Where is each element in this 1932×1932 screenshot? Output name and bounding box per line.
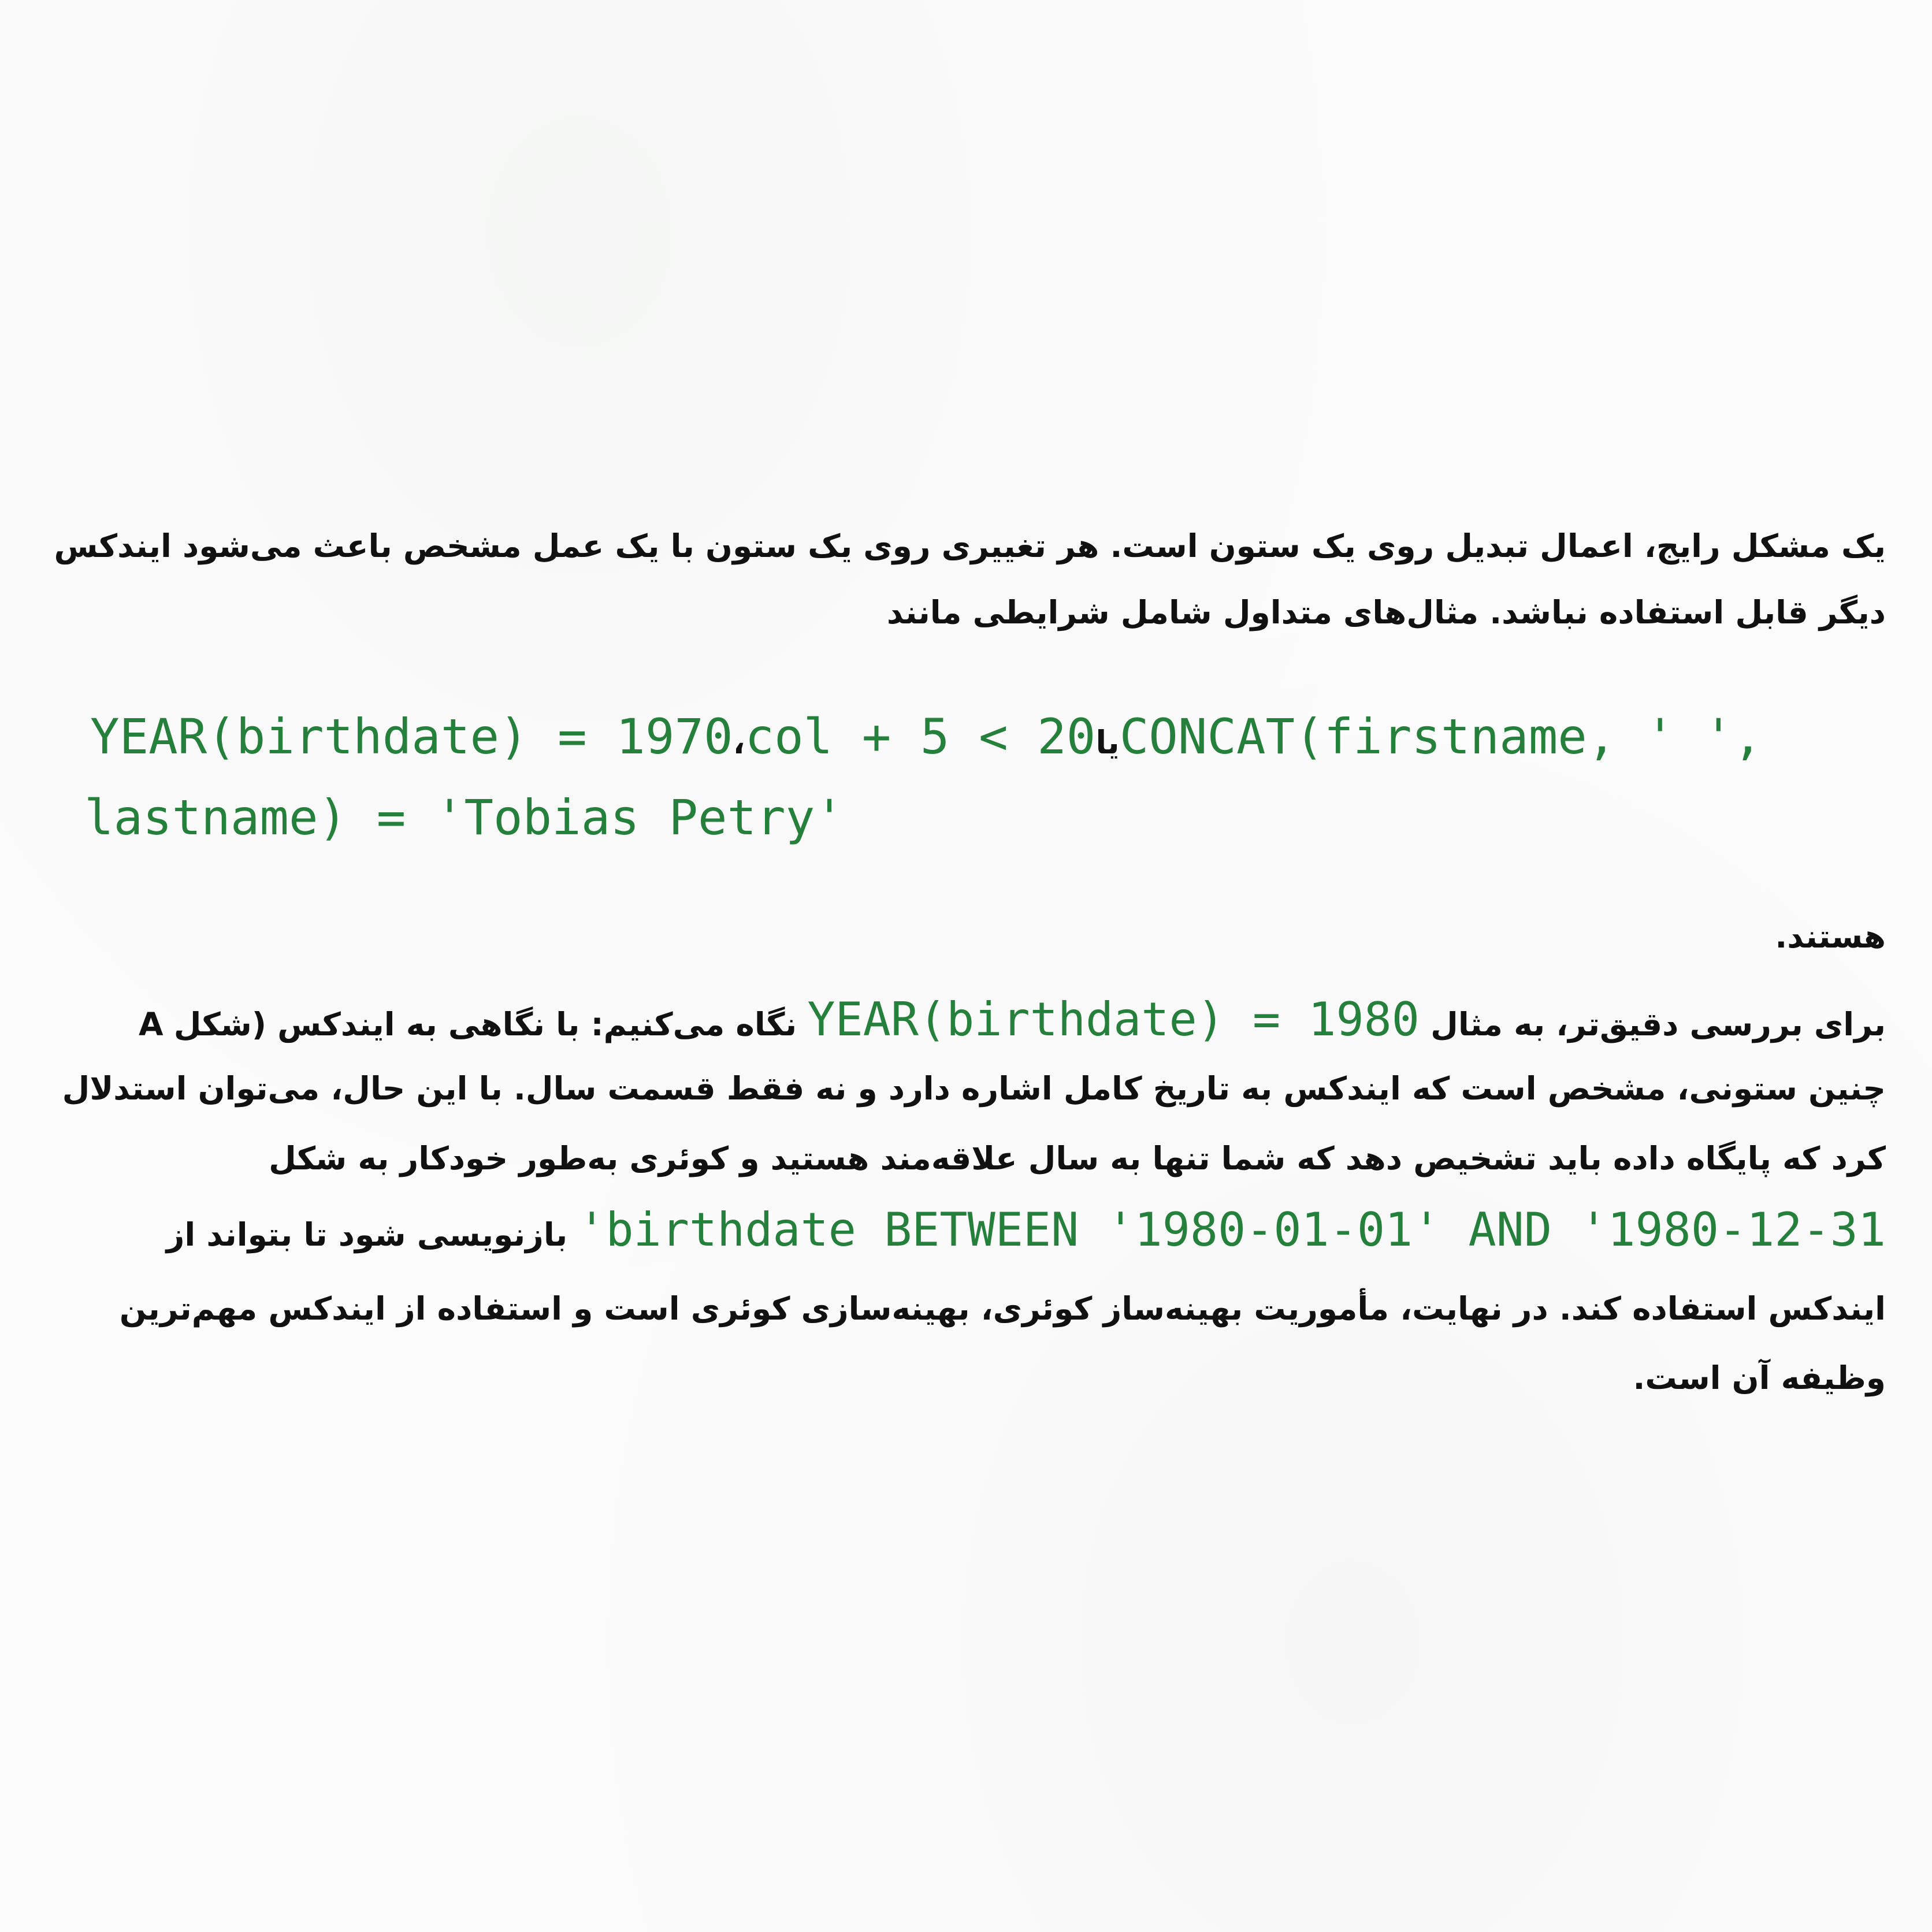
- code-example-concat-cont: lastname) = 'Tobias Petry': [84, 789, 844, 846]
- paragraph2-line5: [81, 1274, 1886, 1343]
- inline-code-year-1980: YEAR(birthdate) = 1980: [807, 993, 1420, 1046]
- code-example-concat: CONCAT(firstname, ' ',: [1119, 708, 1763, 765]
- code-examples-line2: [84, 777, 844, 858]
- paragraph2-line1: [81, 982, 1886, 1057]
- separator-comma: ،: [733, 724, 745, 761]
- separator-or: یا: [1095, 724, 1120, 761]
- paragraph-text: نگاه می‌کنیم: با نگاهی به ایندکس (شکل A: [138, 1006, 797, 1043]
- paragraph-text: چنین ستونی، مشخص است که ایندکس به تاریخ کامل اشاره دارد و نه فقط قسمت سال. با این حال، می‌توان استدلال: [62, 1070, 1886, 1107]
- paragraph-text: کرد که پایگاه داده باید تشخیص دهد که شما تنها به سال علاقه‌مند هستید و کوئری به‌طور خودکار به شکل: [269, 1140, 1886, 1177]
- paragraph-text: وظیفه آن است.: [1633, 1359, 1886, 1396]
- paragraph1-end: [81, 902, 1886, 971]
- paragraph2-line3: [81, 1124, 1886, 1193]
- code-example-year: YEAR(birthdate) = 1970: [90, 708, 733, 765]
- paragraph2-line4: [81, 1192, 1886, 1268]
- paragraph2-line2: [62, 1054, 1886, 1123]
- paragraph1-line1: [54, 511, 1886, 581]
- paragraph-text: دیگر قابل استفاده نباشد. مثال‌های متداول شامل شرایطی مانند: [886, 594, 1886, 631]
- paragraph1-line2: [81, 578, 1886, 647]
- code-example-col: col + 5 < 20: [745, 708, 1096, 765]
- paragraph-text: بازنویسی شود تا بتواند از: [166, 1216, 568, 1253]
- paragraph-text: هستند.: [1775, 918, 1886, 955]
- paragraph-text: یک مشکل رایج، اعمال تبدیل روی یک ستون است. هر تغییری روی یک ستون با یک عمل مشخص باعث می‌شود ایندکس: [54, 527, 1886, 564]
- paragraph-text: ایندکس استفاده کند. در نهایت، مأموریت بهینه‌ساز کوئری، بهینه‌سازی کوئری است و استفاده از ایندکس مهم‌ترین: [119, 1290, 1886, 1327]
- paragraph-text: برای بررسی دقیق‌تر، به مثال: [1431, 1006, 1886, 1043]
- code-examples-line1: [90, 696, 1762, 777]
- inline-code-between: 'birthdate BETWEEN '1980-01-01' AND '1980-12-31: [578, 1203, 1886, 1257]
- paragraph2-line6: [81, 1343, 1886, 1413]
